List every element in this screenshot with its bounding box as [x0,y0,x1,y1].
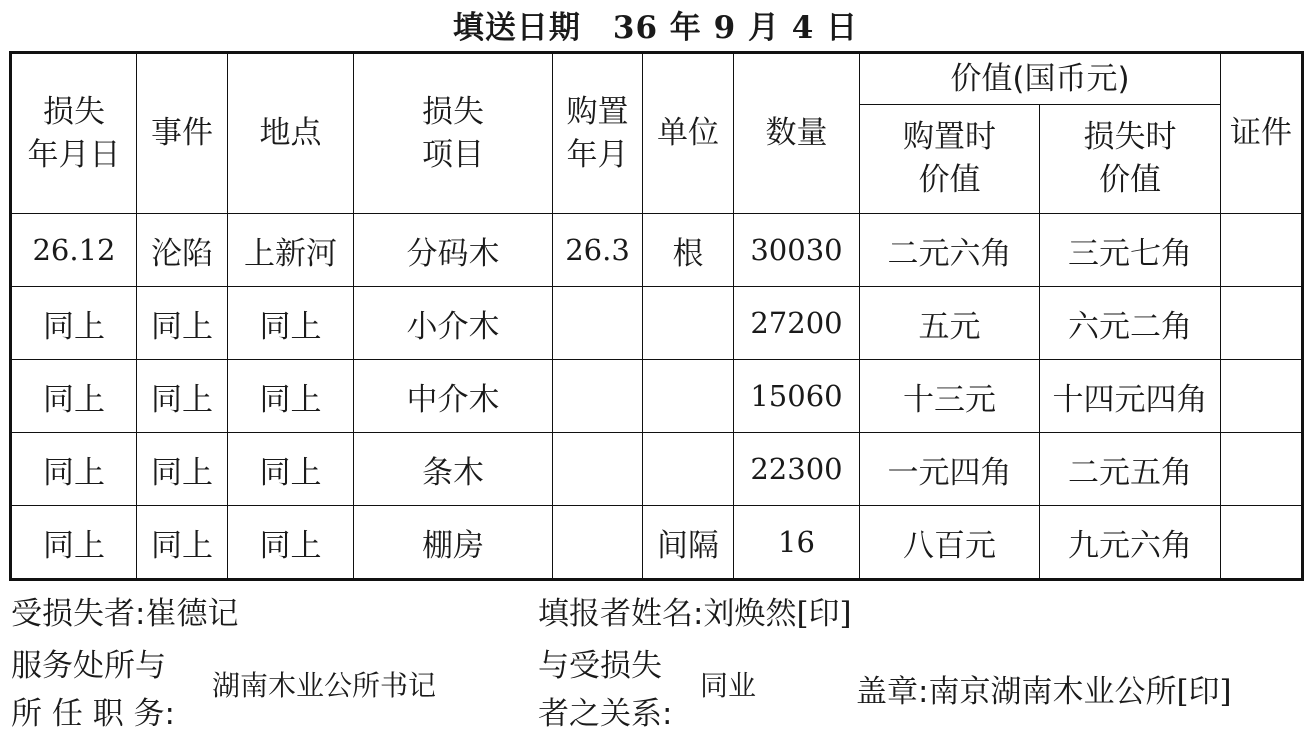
cell-loss-value: 九元六角 [1040,506,1221,580]
header-value-group: 价值(国币元) [860,53,1221,105]
cell-purchase-value: 一元四角 [860,433,1040,506]
cell-event: 同上 [137,287,228,360]
cell-unit [643,360,734,433]
cell-purchase-date [553,360,643,433]
cell-place: 同上 [228,433,354,506]
cell-evidence [1221,214,1303,287]
cell-evidence [1221,433,1303,506]
cell-item: 小介木 [354,287,553,360]
cell-purchase-date [553,433,643,506]
header-loss-date: 损失 年月日 [11,53,137,214]
seal-line [856,666,1232,711]
cell-quantity: 16 [734,506,860,580]
cell-evidence [1221,506,1303,580]
cell-evidence [1221,287,1303,360]
header-loss-item: 损失 项目 [354,53,553,214]
victim-label: 受损失者: [11,596,146,632]
cell-loss-value: 二元五角 [1040,433,1221,506]
cell-place: 上新河 [228,214,354,287]
relation-label-line1: 与受损失 [538,648,662,684]
cell-event: 沦陷 [137,214,228,287]
table-row [11,360,1303,433]
cell-quantity: 30030 [734,214,860,287]
cell-quantity: 22300 [734,433,860,506]
cell-item: 分码木 [354,214,553,287]
header-loss-value: 损失时 价值 [1040,105,1221,214]
table-row [11,433,1303,506]
cell-loss-value: 十四元四角 [1040,360,1221,433]
cell-loss-date: 同上 [11,433,137,506]
office-label-line1: 服务处所与 [11,648,166,684]
cell-purchase-value: 十三元 [860,360,1040,433]
cell-unit [643,287,734,360]
cell-item: 棚房 [354,506,553,580]
cell-loss-date: 同上 [11,360,137,433]
cell-quantity: 15060 [734,360,860,433]
reporter-line [538,588,852,633]
cell-purchase-value: 二元六角 [860,214,1040,287]
cell-purchase-date: 26.3 [553,214,643,287]
cell-event: 同上 [137,360,228,433]
cell-event: 同上 [137,433,228,506]
seal-label: 盖章: [856,674,929,710]
table-row [11,214,1303,287]
form-title: 填送日期 36 年 9 月 4 日 [452,10,859,46]
victim-value: 崔德记 [145,596,239,632]
cell-quantity: 27200 [734,287,860,360]
cell-place: 同上 [228,360,354,433]
cell-loss-date: 26.12 [11,214,137,287]
header-purchase-value: 购置时 价值 [860,105,1040,214]
cell-event: 同上 [137,506,228,580]
cell-evidence [1221,360,1303,433]
cell-unit: 间隔 [643,506,734,580]
table-row [11,506,1303,580]
cell-unit [643,433,734,506]
cell-loss-date: 同上 [11,506,137,580]
header-place: 地点 [228,53,354,214]
cell-unit: 根 [643,214,734,287]
cell-place: 同上 [228,506,354,580]
cell-loss-date: 同上 [11,287,137,360]
table-row [11,287,1303,360]
seal-value: 南京湖南木业公所[印] [928,674,1232,710]
relation-value: 同业 [700,669,757,702]
reporter-value: 刘焕然[印] [703,596,852,632]
office-label-line2: 所 任 职 务: [11,696,176,732]
cell-purchase-date [553,506,643,580]
header-quantity: 数量 [734,53,860,214]
cell-loss-value: 三元七角 [1040,214,1221,287]
cell-loss-value: 六元二角 [1040,287,1221,360]
header-evidence: 证件 [1221,53,1303,214]
header-unit: 单位 [643,53,734,214]
office-value: 湖南木业公所书记 [212,669,437,702]
cell-item: 中介木 [354,360,553,433]
loss-report-table [9,51,1304,581]
victim-line [11,588,238,633]
cell-item: 条木 [354,433,553,506]
reporter-label: 填报者姓名: [538,596,704,632]
header-event: 事件 [137,53,228,214]
relation-label-line2: 者之关系: [538,696,673,732]
header-purchase-date: 购置 年月 [553,53,643,214]
cell-purchase-date [553,287,643,360]
cell-purchase-value: 八百元 [860,506,1040,580]
cell-purchase-value: 五元 [860,287,1040,360]
cell-place: 同上 [228,287,354,360]
